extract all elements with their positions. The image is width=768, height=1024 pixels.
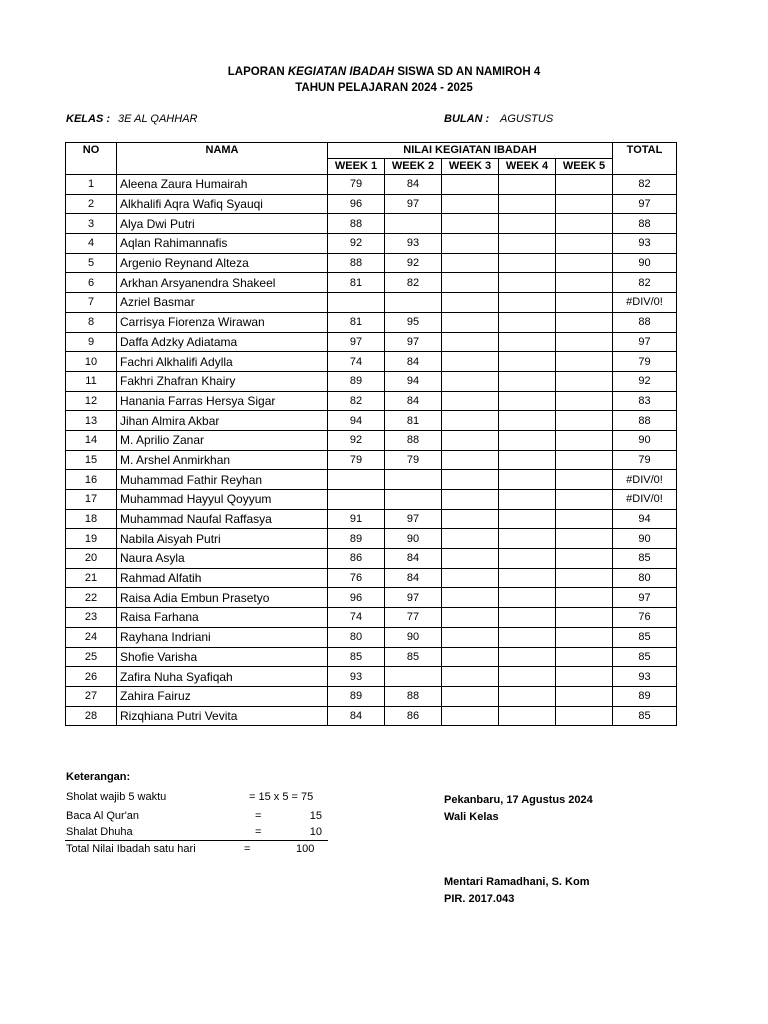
cell-total: 82 [613, 273, 677, 293]
cell-w5 [556, 391, 613, 411]
table-row [66, 332, 677, 352]
cell-w1: 85 [328, 647, 385, 667]
table-row [66, 253, 677, 273]
signature-place-date: Pekanbaru, 17 Agustus 2024 [444, 794, 593, 806]
cell-total: 90 [613, 253, 677, 273]
header-total: TOTAL [613, 143, 677, 175]
cell-w1: 92 [328, 430, 385, 450]
cell-w4 [499, 529, 556, 549]
cell-total: 88 [613, 411, 677, 431]
cell-w2: 90 [385, 529, 442, 549]
table-row [66, 293, 677, 313]
cell-w3 [442, 647, 499, 667]
cell-w4 [499, 391, 556, 411]
table-row [66, 706, 677, 726]
cell-w4 [499, 411, 556, 431]
cell-w1: 86 [328, 549, 385, 569]
table-row [66, 667, 677, 687]
cell-w2: 92 [385, 253, 442, 273]
cell-w1: 74 [328, 608, 385, 628]
ket-value-2: 15 [309, 810, 322, 822]
cell-no: 19 [66, 529, 117, 549]
cell-w3 [442, 371, 499, 391]
cell-w5 [556, 194, 613, 214]
cell-w2: 77 [385, 608, 442, 628]
cell-nama: M. Aprilio Zanar [117, 430, 328, 450]
cell-w4 [499, 234, 556, 254]
cell-no: 1 [66, 175, 117, 195]
cell-total: 85 [613, 627, 677, 647]
cell-nama: Arkhan Arsyanendra Shakeel [117, 273, 328, 293]
cell-w2: 93 [385, 234, 442, 254]
cell-no: 10 [66, 352, 117, 372]
cell-w2: 79 [385, 450, 442, 470]
cell-no: 5 [66, 253, 117, 273]
cell-no: 17 [66, 490, 117, 510]
cell-w4 [499, 430, 556, 450]
cell-total: 79 [613, 352, 677, 372]
cell-w5 [556, 234, 613, 254]
cell-w1: 88 [328, 214, 385, 234]
ket-label-1: Sholat wajib 5 waktu [66, 791, 167, 803]
keterangan-title: Keterangan: [66, 771, 131, 783]
cell-w1: 89 [328, 686, 385, 706]
cell-w2: 97 [385, 332, 442, 352]
cell-w4 [499, 568, 556, 588]
cell-w2: 84 [385, 568, 442, 588]
table-row [66, 588, 677, 608]
cell-nama: Shofie Varisha [117, 647, 328, 667]
cell-w5 [556, 588, 613, 608]
cell-w2: 97 [385, 194, 442, 214]
table-row [66, 352, 677, 372]
cell-w4 [499, 588, 556, 608]
cell-w1: 74 [328, 352, 385, 372]
ket-value-3: 10 [309, 826, 322, 838]
cell-w1: 81 [328, 273, 385, 293]
cell-w2: 84 [385, 549, 442, 569]
cell-nama: Carrisya Fiorenza Wirawan [117, 312, 328, 332]
cell-w1: 81 [328, 312, 385, 332]
cell-w2: 81 [385, 411, 442, 431]
cell-nama: Naura Asyla [117, 549, 328, 569]
cell-total: 90 [613, 430, 677, 450]
cell-no: 21 [66, 568, 117, 588]
cell-total: 90 [613, 529, 677, 549]
cell-w5 [556, 293, 613, 313]
table-row [66, 430, 677, 450]
cell-total: 82 [613, 175, 677, 195]
cell-total: 92 [613, 371, 677, 391]
cell-nama: Aqlan Rahimannafis [117, 234, 328, 254]
report-title [0, 66, 768, 78]
cell-total: 89 [613, 686, 677, 706]
cell-w3 [442, 470, 499, 490]
cell-no: 12 [66, 391, 117, 411]
table-row [66, 312, 677, 332]
cell-w5 [556, 686, 613, 706]
cell-w2: 84 [385, 391, 442, 411]
cell-w5 [556, 175, 613, 195]
cell-w5 [556, 608, 613, 628]
cell-w4 [499, 371, 556, 391]
kelas-label: KELAS : [66, 113, 110, 125]
table-row [66, 273, 677, 293]
cell-w1: 97 [328, 332, 385, 352]
report-subtitle: TAHUN PELAJARAN 2024 - 2025 [295, 82, 473, 94]
cell-no: 6 [66, 273, 117, 293]
cell-w4 [499, 549, 556, 569]
bulan-label: BULAN : [444, 113, 490, 125]
cell-total: #DIV/0! [613, 470, 677, 490]
cell-w4 [499, 490, 556, 510]
cell-w4 [499, 706, 556, 726]
table-row [66, 371, 677, 391]
cell-w5 [556, 411, 613, 431]
table-row [66, 608, 677, 628]
ket-eq-1: = 15 x 5 = 75 [249, 791, 314, 803]
cell-total: 83 [613, 391, 677, 411]
cell-no: 27 [66, 686, 117, 706]
cell-no: 23 [66, 608, 117, 628]
table-row [66, 490, 677, 510]
cell-w4 [499, 352, 556, 372]
cell-w5 [556, 490, 613, 510]
cell-w1: 96 [328, 588, 385, 608]
cell-w2: 90 [385, 627, 442, 647]
cell-w5 [556, 312, 613, 332]
cell-w2: 85 [385, 647, 442, 667]
cell-no: 15 [66, 450, 117, 470]
cell-w1: 89 [328, 529, 385, 549]
cell-no: 28 [66, 706, 117, 726]
cell-w5 [556, 352, 613, 372]
cell-nama: Nabila Aisyah Putri [117, 529, 328, 549]
cell-w3 [442, 214, 499, 234]
cell-w3 [442, 686, 499, 706]
table-row [66, 391, 677, 411]
cell-w3 [442, 234, 499, 254]
table-row [66, 234, 677, 254]
cell-w3 [442, 332, 499, 352]
cell-total: 93 [613, 234, 677, 254]
cell-w2: 88 [385, 686, 442, 706]
cell-w5 [556, 450, 613, 470]
cell-w2: 84 [385, 352, 442, 372]
cell-nama: Zahira Fairuz [117, 686, 328, 706]
cell-w4 [499, 293, 556, 313]
cell-w1: 96 [328, 194, 385, 214]
cell-w2: 97 [385, 509, 442, 529]
cell-w4 [499, 194, 556, 214]
cell-no: 16 [66, 470, 117, 490]
table-body [66, 175, 677, 726]
cell-no: 14 [66, 430, 117, 450]
cell-w2: 95 [385, 312, 442, 332]
cell-w3 [442, 312, 499, 332]
cell-w2: 84 [385, 175, 442, 195]
cell-w4 [499, 450, 556, 470]
cell-w4 [499, 312, 556, 332]
cell-w4 [499, 509, 556, 529]
cell-total: 79 [613, 450, 677, 470]
cell-w2: 88 [385, 430, 442, 450]
cell-w5 [556, 332, 613, 352]
cell-w3 [442, 391, 499, 411]
header-week-2: WEEK 2 [385, 159, 442, 175]
table-row [66, 175, 677, 195]
cell-w4 [499, 608, 556, 628]
header-week-3: WEEK 3 [442, 159, 499, 175]
cell-w2 [385, 470, 442, 490]
table-row [66, 549, 677, 569]
signature-name: Mentari Ramadhani, S. Kom [444, 876, 590, 888]
cell-w2: 94 [385, 371, 442, 391]
cell-w3 [442, 667, 499, 687]
kelas-value: 3E AL QAHHAR [118, 113, 198, 125]
cell-nama: Rahmad Alfatih [117, 568, 328, 588]
cell-w4 [499, 627, 556, 647]
cell-nama: Raisa Farhana [117, 608, 328, 628]
cell-w1: 82 [328, 391, 385, 411]
ket-total-value: 100 [296, 843, 315, 855]
cell-nama: Alkhalifi Aqra Wafiq Syauqi [117, 194, 328, 214]
cell-w4 [499, 647, 556, 667]
cell-nama: Alya Dwi Putri [117, 214, 328, 234]
signature-id: PIR. 2017.043 [444, 893, 515, 905]
cell-no: 3 [66, 214, 117, 234]
header-no: NO [66, 143, 117, 175]
cell-nama: Daffa Adzky Adiatama [117, 332, 328, 352]
ket-eq-2: = [255, 810, 262, 822]
header-nama: NAMA [117, 143, 328, 175]
cell-w2: 82 [385, 273, 442, 293]
header-week-1: WEEK 1 [328, 159, 385, 175]
cell-w3 [442, 175, 499, 195]
cell-w3 [442, 352, 499, 372]
cell-w5 [556, 253, 613, 273]
cell-w3 [442, 608, 499, 628]
cell-total: #DIV/0! [613, 490, 677, 510]
table-row [66, 470, 677, 490]
cell-w5 [556, 529, 613, 549]
cell-w1 [328, 293, 385, 313]
title-prefix: LAPORAN [227, 66, 285, 78]
cell-nama: Rayhana Indriani [117, 627, 328, 647]
cell-no: 11 [66, 371, 117, 391]
cell-w4 [499, 175, 556, 195]
cell-w3 [442, 293, 499, 313]
cell-w3 [442, 194, 499, 214]
cell-total: 76 [613, 608, 677, 628]
cell-w5 [556, 273, 613, 293]
cell-w1: 79 [328, 175, 385, 195]
cell-w5 [556, 568, 613, 588]
cell-w5 [556, 627, 613, 647]
cell-total: 85 [613, 549, 677, 569]
cell-w3 [442, 568, 499, 588]
cell-nama: Argenio Reynand Alteza [117, 253, 328, 273]
header-nilai: NILAI KEGIATAN IBADAH [328, 143, 613, 159]
cell-w2: 97 [385, 588, 442, 608]
cell-no: 13 [66, 411, 117, 431]
cell-w4 [499, 332, 556, 352]
cell-total: 88 [613, 312, 677, 332]
cell-w5 [556, 509, 613, 529]
cell-total: 97 [613, 332, 677, 352]
cell-w5 [556, 667, 613, 687]
cell-w5 [556, 430, 613, 450]
cell-total: 85 [613, 706, 677, 726]
cell-w3 [442, 273, 499, 293]
table-row [66, 568, 677, 588]
cell-w3 [442, 509, 499, 529]
cell-w4 [499, 273, 556, 293]
cell-w2 [385, 293, 442, 313]
cell-total: 80 [613, 568, 677, 588]
table-row [66, 647, 677, 667]
ket-label-2: Baca Al Qur'an [66, 810, 140, 822]
cell-w3 [442, 706, 499, 726]
cell-no: 8 [66, 312, 117, 332]
cell-w5 [556, 647, 613, 667]
cell-w1: 92 [328, 234, 385, 254]
cell-w3 [442, 529, 499, 549]
cell-w2: 86 [385, 706, 442, 726]
report-table [65, 142, 677, 726]
cell-w3 [442, 490, 499, 510]
cell-no: 2 [66, 194, 117, 214]
cell-w5 [556, 371, 613, 391]
cell-w5 [556, 549, 613, 569]
cell-no: 22 [66, 588, 117, 608]
cell-nama: Rizqhiana Putri Vevita [117, 706, 328, 726]
cell-w3 [442, 588, 499, 608]
header-week-5: WEEK 5 [556, 159, 613, 175]
cell-w5 [556, 214, 613, 234]
cell-nama: Raisa Adia Embun Prasetyo [117, 588, 328, 608]
cell-w1: 79 [328, 450, 385, 470]
table-row [66, 627, 677, 647]
cell-w3 [442, 430, 499, 450]
cell-nama: Zafira Nuha Syafiqah [117, 667, 328, 687]
cell-w1: 91 [328, 509, 385, 529]
cell-w1 [328, 470, 385, 490]
cell-w3 [442, 549, 499, 569]
cell-w2 [385, 667, 442, 687]
cell-total: 97 [613, 194, 677, 214]
cell-nama: Jihan Almira Akbar [117, 411, 328, 431]
cell-w5 [556, 706, 613, 726]
table-row [66, 411, 677, 431]
cell-total: 97 [613, 588, 677, 608]
table-row [66, 214, 677, 234]
ket-label-3: Shalat Dhuha [66, 826, 133, 838]
cell-no: 9 [66, 332, 117, 352]
cell-w2 [385, 490, 442, 510]
cell-no: 25 [66, 647, 117, 667]
cell-w3 [442, 450, 499, 470]
cell-w3 [442, 627, 499, 647]
cell-w1: 93 [328, 667, 385, 687]
cell-w5 [556, 470, 613, 490]
cell-w3 [442, 411, 499, 431]
cell-no: 20 [66, 549, 117, 569]
cell-w2 [385, 214, 442, 234]
ket-total-label: Total Nilai Ibadah satu hari [66, 843, 196, 855]
cell-total: 94 [613, 509, 677, 529]
cell-nama: M. Arshel Anmirkhan [117, 450, 328, 470]
cell-nama: Fachri Alkhalifi Adylla [117, 352, 328, 372]
cell-w1 [328, 490, 385, 510]
table-row [66, 509, 677, 529]
cell-nama: Hanania Farras Hersya Sigar [117, 391, 328, 411]
cell-w3 [442, 253, 499, 273]
cell-w1: 84 [328, 706, 385, 726]
table-row [66, 450, 677, 470]
cell-total: 93 [613, 667, 677, 687]
cell-w1: 76 [328, 568, 385, 588]
cell-w4 [499, 470, 556, 490]
cell-total: 88 [613, 214, 677, 234]
cell-w1: 94 [328, 411, 385, 431]
title-suffix: SISWA SD AN NAMIROH 4 [397, 66, 541, 78]
cell-nama: Muhammad Hayyul Qoyyum [117, 490, 328, 510]
table-row [66, 686, 677, 706]
ket-total-eq: = [244, 843, 251, 855]
signature-role: Wali Kelas [444, 811, 499, 823]
cell-no: 4 [66, 234, 117, 254]
cell-no: 7 [66, 293, 117, 313]
ket-eq-3: = [255, 826, 262, 838]
cell-nama: Fakhri Zhafran Khairy [117, 371, 328, 391]
table-row [66, 194, 677, 214]
cell-total: 85 [613, 647, 677, 667]
cell-w4 [499, 667, 556, 687]
cell-nama: Azriel Basmar [117, 293, 328, 313]
cell-w1: 88 [328, 253, 385, 273]
cell-w4 [499, 214, 556, 234]
header-week-4: WEEK 4 [499, 159, 556, 175]
cell-w4 [499, 686, 556, 706]
title-italic: KEGIATAN IBADAH [287, 66, 395, 78]
cell-no: 26 [66, 667, 117, 687]
cell-nama: Muhammad Fathir Reyhan [117, 470, 328, 490]
cell-nama: Aleena Zaura Humairah [117, 175, 328, 195]
cell-w4 [499, 253, 556, 273]
cell-no: 24 [66, 627, 117, 647]
cell-nama: Muhammad Naufal Raffasya [117, 509, 328, 529]
bulan-value: AGUSTUS [500, 113, 554, 125]
cell-w1: 80 [328, 627, 385, 647]
table-row [66, 529, 677, 549]
cell-w1: 89 [328, 371, 385, 391]
cell-total: #DIV/0! [613, 293, 677, 313]
sum-divider [65, 840, 328, 841]
cell-no: 18 [66, 509, 117, 529]
